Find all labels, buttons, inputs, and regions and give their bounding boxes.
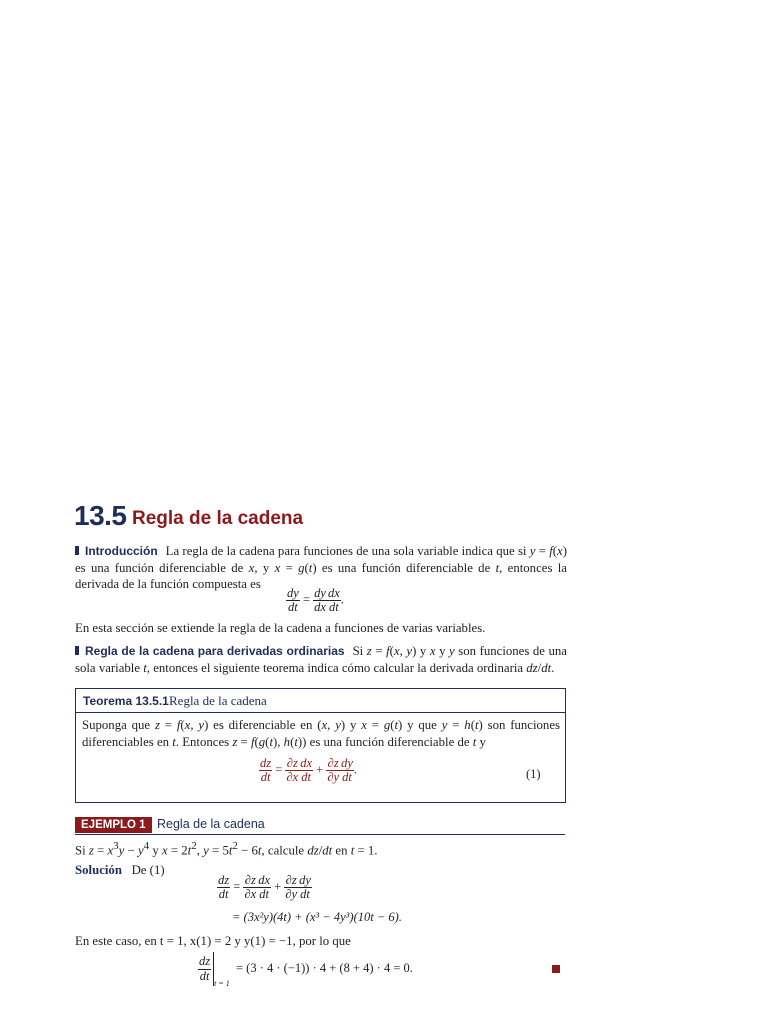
ordinary-heading: Regla de la cadena para derivadas ordinarias [85, 644, 345, 658]
example-title: Regla de la cadena [157, 817, 265, 831]
extension-paragraph: En esta sección se extiende la regla de la cadena a funciones de varias variables. [75, 621, 486, 635]
solution-line: Solución De (1) [75, 863, 165, 877]
section-number: 13.5 [74, 500, 127, 531]
ordinary-paragraph: Regla de la cadena para derivadas ordinarias Si z = f(x, y) y x y y son funciones de una sola variable t, entonces el siguiente teorema indica cómo calcular la derivada ordinaria dz/dt. [75, 644, 567, 675]
section-title: Regla de la cadena [132, 508, 304, 529]
intro-heading: Introducción [85, 544, 158, 558]
example-statement: Si $z = x^3y - y^4$ y $x = 2t^2$, $y = 5t^2 - 6t$, calcule dz/dt en t = 1. [75, 840, 378, 858]
theorem-box [75, 688, 566, 803]
end-of-example-square-icon [552, 965, 560, 973]
example-tag: EJEMPLO 1 [75, 817, 152, 833]
solution-label: Solución [75, 863, 122, 877]
bullet-square-icon [75, 546, 79, 555]
formula-chain-single: $\frac{dy}{dt}$ = $\frac{dy}{dx}$ $\frac{dx}{dt}$ . [287, 586, 344, 615]
example-bar [75, 817, 565, 835]
theorem-label: Teorema 13.5.1 [83, 694, 169, 708]
case-paragraph: En este caso, en t = 1, x(1) = 2 y y(1) = −1, por lo que [75, 934, 351, 948]
solution-expansion: = (3x²y)(4t) + (x³ − 4y³)(10t − 6). [232, 910, 402, 924]
bullet-square-icon [75, 646, 79, 655]
final-evaluation: $\frac{dz}{dt}$ $_{t = 1}$ = (3 · 4 · (−1)) · 4 + (8 + 4) · 4 = 0. [198, 952, 413, 986]
solution-formula: $\frac{dz}{dt}$ = $\frac{\partial z}{\partial x}$ $\frac{dx}{dt}$ + $\frac{\partial z}{\partial y}$ $\frac{dy}{dt}$ [218, 873, 311, 902]
theorem-header [76, 689, 565, 713]
intro-paragraph: Introducción La regla de la cadena para funciones de una sola variable indica que si y = f(x) es una función diferenciable de x, y x = g(t) es una función diferenciable de t, entonces la derivada de la función compuesta es [75, 544, 567, 591]
theorem-statement: Suponga que z = f(x, y) es diferenciable en (x, y) y x = g(t) y que y = h(t) son funciones diferenciables en t. Entonces z = f(g(t), h(t)) es una función diferenciable de t y [82, 718, 560, 749]
formula-chain-rule: $\frac{dz}{dt}$ = $\frac{\partial z}{\partial x}$ $\frac{dx}{dt}$ + $\frac{\partial z}{\partial y}$ $\frac{dy}{dt}$ . [260, 756, 357, 785]
equation-number: (1) [526, 767, 541, 781]
theorem-name: Regla de la cadena [169, 693, 267, 708]
